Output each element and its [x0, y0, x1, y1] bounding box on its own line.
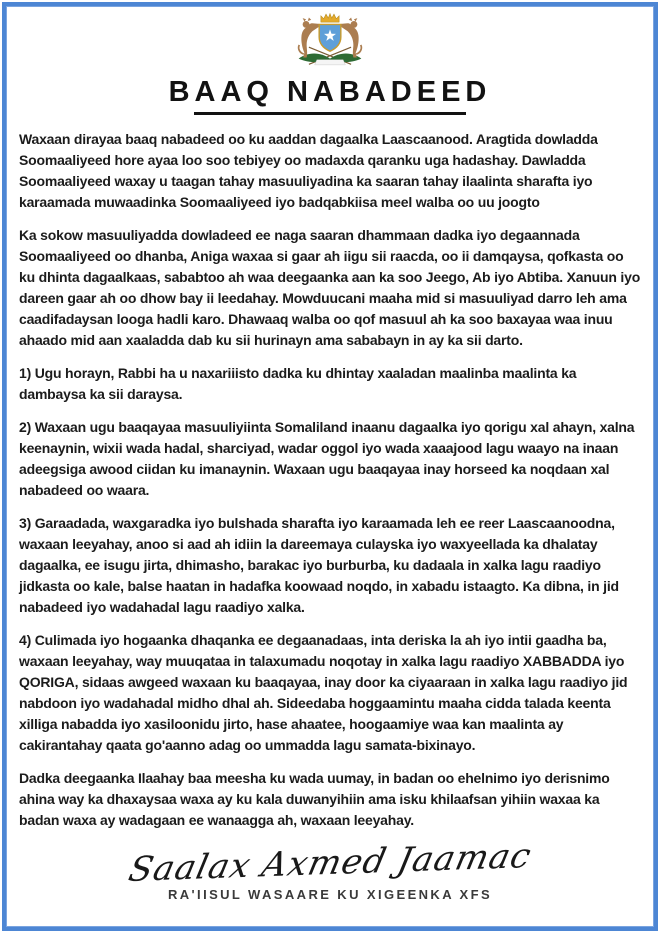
paragraph-intro: Waxaan dirayaa baaq nabadeed oo ku aaddan dagaalka Laascaanood. Aragtida dowladda Soomaaliyeed hore ayaa loo soo tebiyey oo madaxda qaranku uga hadashay. Dawladda Soomaaliyeed waxay u taagan tahay masuuliyadina ka saaran tahay ilaalinta sharafta iyo karaamada muwaadinka Soomaaliyeed iyo badqabkiisa meel walba oo uu joogto	[19, 131, 598, 210]
paragraph-point-3: 3) Garaadada, waxgaradka iyo bulshada sharafta iyo karaamada leh ee reer Laascaanoodna, waxaan leeyahay, anoo si aad ah idiin la dareemaya culayska iyo waxyeellada ka dhalatay dagaalka, ee isugu jirta, dhimasho, barakac iyo burburba, ku dadaala in xalka lagu raadiyo jidkasta oo kale, balse haatan in hadafka koowaad noqdo, in xabadu istaagto. Ka dibna, in jid nabadeed iyo wadahadal lagu raadiyo xalka.	[19, 515, 619, 615]
paragraph-personal: Ka sokow masuuliyadda dowladeed ee naga saaran dhammaan dadka iyo degaannada Soomaaliyeed oo dhanba, Aniga waxaa si gaar ah iigu sii raacda, oo ii damqaysa, qofkasta oo ku dhinta dagaalkaas, sababtoo ah waa deegaanka aan ka soo Jeego, Ab iyo Abtiba. Xanuun iyo dareen gaar ah oo dhow bay ii leedahay. Mowduucani maaha mid si masuuliyad darro leh ama caadifadaysan looga hadli karo. Dhawaaq walba oo qof masuul ah ka soo baxayaa waa inuu ahaado mid aan xaaladda dab ku sii hurinayn ama sababayn in ay ka sii darto.	[19, 227, 641, 348]
page-title: BAAQ NABADEED	[168, 76, 492, 108]
document-header	[6, 6, 654, 115]
crown-icon	[321, 14, 339, 23]
right-leopard-icon	[341, 18, 362, 58]
paragraph-point-4: 4) Culimada iyo hogaanka dhaqanka ee degaanadaas, inta deriska la ah iyo intii gaadha ba, waxaan leeyahay, way muuqataa in talaxumadu noqotay in xalka lagu raadiyo XABBADDA iyo QORIGA, sidaas awgeed waxaan ku baaqayaa, inay door ka ciyaaraan in xalka lagu raadiyo jid nabdoon iyo wadahadal midho dhal ah. Sideedaba hoggaamintu maaha cidda talada keenta xilliga nabadda iyo xasiloonidu jirto, hase ahaatee, hoogaamiye waa kan maalinta ay cakirantahay qaata go'aanno adag oo ummadda lagu samata-bixinayo.	[19, 632, 628, 753]
signature-title: RA'IISUL WASAARE KU XIGEENKA XFS	[167, 887, 493, 902]
signature-handwriting: Saalax Axmed Jaamac	[124, 836, 536, 890]
somalia-coat-of-arms-icon	[287, 13, 373, 70]
left-leopard-icon	[299, 18, 320, 58]
paragraph-point-1: 1) Ugu horayn, Rabbi ha u naxariiisto dadka ku dhintay xaaladan maalinba maalinta ka dambaysa ka sii daraysa.	[19, 365, 577, 402]
signature-block	[6, 836, 654, 902]
paragraph-closing: Dadka deegaanka Ilaahay baa meesha ku wada uumay, in badan oo ehelnimo iyo derisnimo ahina way ka dhaxaysaa waxa ay ku kala duwanyihiin ama isku khilaafsan yihiin waxaa ka badan waxa ay wadagaan ee wanaagga ah, waxaan leeyahay.	[19, 770, 610, 828]
letter-body	[6, 115, 654, 831]
paragraph-point-2: 2) Waxaan ugu baaqayaa masuuliyiinta Somaliland inaanu dagaalka iyo qorigu xal ahayn, xalna keenaynin, wixii wada hadal, sharciyad, wadar oggol iyo wada xaaajood lagu waayo na inaan adeegsiga awood ciidan ku imanaynin. Waxaan ugu baaqayaa inay horseed ka noqdaan xal nabadeed oo waara.	[19, 419, 635, 498]
document-page	[2, 2, 658, 931]
ribbon-icon	[315, 60, 346, 65]
